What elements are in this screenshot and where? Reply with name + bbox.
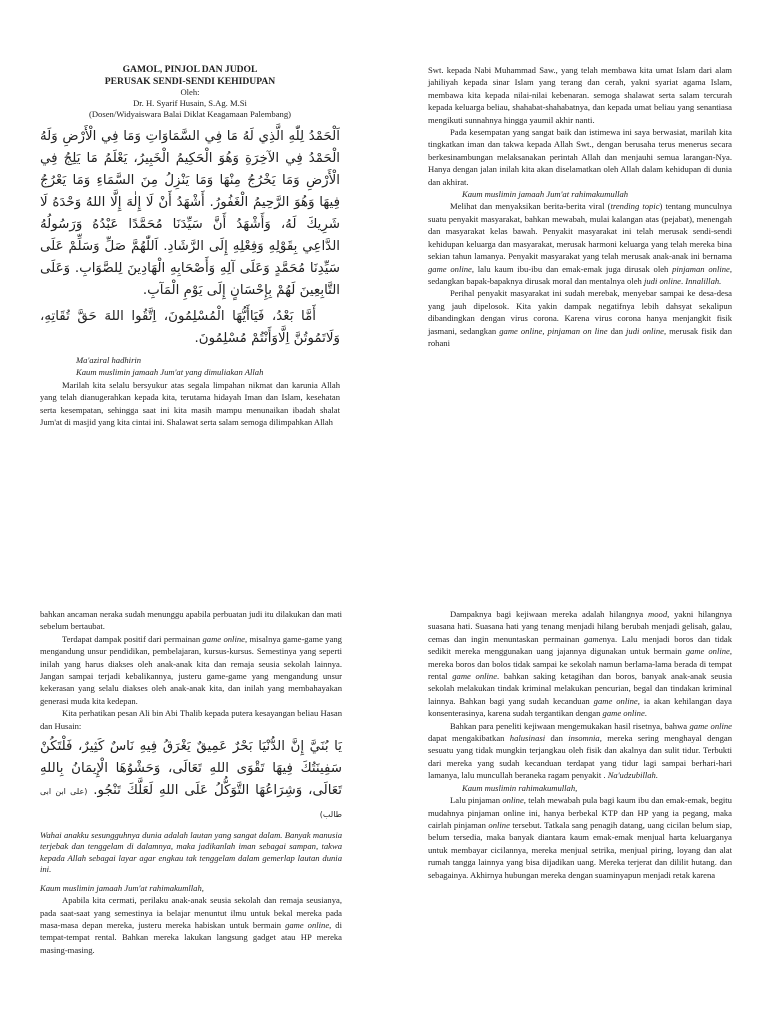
paragraph-berita-viral: Melihat dan menyaksikan berita-berita viral (trending topic) tentang munculnya suatu penyakit masyarakat, bahkan mewabah, mulai kalangan atas (pejabat), menengah dan masyarakat kelas bawah. Penyakit masyarakat ini telah merusak sendi-sendi kehidupan keluarga dan masyarakat, merusak harmoni keluarga yang telah mereka bina sekian tahun lamanya. Penyakit masyarakat yang telah merusak anak-anak ini bernama game online, lalu kaum ibu-ibu dan emak-emak juga dirusak oleh pinjaman online, sedangkan bapak-bapaknya dirusak moral dan mentalnya oleh judi online. Innalillah. (428, 201, 733, 286)
page2-right-column (428, 608, 732, 881)
heading-jamaah-rahimakumullah: Kaum muslimin jamaah Jum'at rahimakumullah (462, 189, 629, 200)
arabic-amma-badu: أَمَّا بَعْدُ، فَيَاأَيُّهَا الْمُسْلِمُونَ، اِتَّقُوا اللهَ حَقَّ تُقَاتِهِ، وَلَاتَمُوتُنَّ اِلَّاوَأَنْتُمْ مُسْلِمُونَ. (40, 309, 340, 346)
quote-translation: Wahai anakku sesungguhnya dunia adalah lautan yang sangat dalam. Banyak manusia terjebak dan tenggelam di dalamnya, maka jadikanlah iman sebagai sampan, takwa kepada Allah sebagai layar agar engkau tak tenggelam dalam gemerlap lautan dunia ini. (40, 830, 342, 875)
arabic-opening-prayer: اَلْحَمْدُ لِلّٰهِ الَّذِي لَهُ مَا فِي السَّمَاوَاتِ وَمَا فِي الْأَرْضِ وَلَهُ الْحَمْدُ فِي الآخِرَةِ وَهُوَ الْحَكِيمُ الْخَبِيرُ، يَعْلَمُ مَا يَلِجُ فِي الْأَرْضِ وَمَا يَخْرُجُ مِنْهَا وَمَا يَنْزِلُ مِنَ السَّمَاءِ وَمَا يَعْرُجُ فِيهَا وَهُوَ الرَّحِيمُ الْغَفُورُ. أَشْهَدُ أَنْ لَا إِلٰهَ إِلَّا اللهُ وَحْدَهُ لَا شَرِيكَ لَهُ، وَأَشْهَدُ أَنَّ سَيِّدَنَا مُحَمَّدًا عَبْدُهُ وَرَسُولُهُ الدَّاعِي بِقَوْلِهِ وَفِعْلِهِ إِلَى الرَّشَادِ. اَللّٰهُمَّ صَلِّ وَسَلِّمْ عَلَى سَيِّدِنَا مُحَمَّدٍ وَعَلَى آلِهِ وَأَصْحَابِهِ الْهَادِينَ لِلصَّوَابِ. وَعَلَى التَّابِعِينَ لَهُمْ بِإِحْسَانٍ إِلَى يَوْمِ الْمَآبِ. (40, 129, 340, 298)
paragraph-cermati-perilaku: Apabila kita cermati, perilaku anak-anak seusia sekolah dan remaja seusianya, pada saat-saat yang semestinya ia belajar menuntut ilmu untuk bekal mereka pada masa-masa depan mereka, justeru mereka habiskan untuk bermain game online, di tempat-tempat rental. Bahkan mereka lakukan langsung gadget atau HP mereka masing-masing. (40, 895, 342, 955)
page1-right-column (428, 64, 732, 349)
paragraph-dampak-positif: Terdapat dampak positif dari permainan game online, misalnya game-game yang mengandung unsur pendidikan, pembelajaran, kursus-kursus. Semestinya yang seperti inilah yang harus diakses oleh anak-anak kita dan remaja seusia sekolah lainnya. Jangan sampai terjadi kebalikannya, justeru game-game yang mengandung unsur kekerasan yang selalu diakses oleh anak-anak kita, dan inilah yang membahayakan generasi muda kita kedepan. (40, 633, 342, 706)
greeting-hadirin: Ma'aziral hadhirin (76, 355, 142, 365)
paragraph-penyakit-merebak: Perihal penyakit masyarakat ini sudah merebak, menyebar sampai ke desa-desa yang jauh dipelosok. Kita yakin dampak negatifnya lebih dahsyat sekalipun dibandingkan dengan virus corona. Karena virus corona hanya menjangkit fisik jasmani, sedangkan game online, pinjaman on line dan judi online, merusak fisik dan rohani (428, 288, 732, 348)
paragraph-ancaman-neraka: bahkan ancaman neraka sudah menunggu apabila perbuatan judi itu dilakukan dan mati sebelum bertaubat. (40, 609, 342, 632)
paragraph-shalawat: Swt. kepada Nabi Muhammad Saw., yang telah membawa kita umat Islam dari alam jahiliyah kepada sinar Islam yang terang dan cerah, yakni syariat agama Islam, membawa kita kepada nilai-nilai kebenaran. semoga shalawat serta salam tercurah kepada keluarga beliau, shahabat-shahabatnya, dan kepada umat beliau yang senantiasa mengikuti sunnahnya hingga yaumil akhir nanti. (428, 65, 732, 125)
paragraph-dampak-kejiwaan: Dampaknya bagi kejiwaan mereka adalah hilangnya mood, yakni hilangnya suasana hati. Suasana hati yang tenang menjadi hilang berubah menjadi gelisah, galau, cemas dan ingin menuntaskan permainan gamenya. Lalu menjadi boros dan tidak sedikit mereka menggunakan uang jajannya digunakan untuk bermain game online, mereka boros dan bolos tidak sampai ke sekolah namun berlama-lama berada di tempat rental game online. bahkan saking ketagihan dan boros, banyak anak-anak seusia sekolah melakukan tindak kriminal melakukan pencurian, begal dan tindakan kriminal lainnya. Bahkan bagi yang sudah kecanduan game online, ia akan kehilangan daya konsenterasinya, karena sudah tergantikan dengan game online. (428, 609, 733, 719)
author-affiliation: (Dosen/Widyaiswara Balai Diklat Keagamaan Palembang) (88, 109, 291, 119)
page2-left-column (40, 608, 342, 956)
author-name: Dr. H. Syarif Husain, S.Ag. M.Si (133, 98, 247, 108)
arabic-quote-source: (على ابن ابى طالب) (40, 787, 342, 820)
article-title-line1: GAMOL, PINJOL DAN JUDOL (122, 64, 258, 75)
paragraph-peneliti-kejiwaan: Bahkan para peneliti kejiwaan mengemukakan hasil risetnya, bahwa game online dapat mengakibatkan halusinasi dan insomnia, mereka sering menghayal dengan sesuatu yang tidak mungkin terjangkau oleh fisik dan akalnya dan sulit tidur. Terbukti dari mereka yang sudah kecanduan terdapat yang tidur lagi sampai berhari-hari lamanya, lalu muncullah beraneka ragam penyakit . Na'udzubillah. (428, 720, 733, 781)
heading-muslimin-rahimakumullah: Kaum muslimin rahimakumullah, (462, 782, 578, 793)
paragraph-wasiat: Pada kesempatan yang sangat baik dan istimewa ini saya berwasiat, marilah kita tingkatkan iman dan takwa kepada Allah Swt., dengan berusaha terus menerus secara berkesinambungan melaksanakan perintah Allah dan menjauhi semua larangan-Nya. Hanya dengan jalan inilah kita akan diselamatkan oleh Allah dalam kehidupan di dunia dan akhirat. (428, 127, 732, 187)
greeting-jamaah: Kaum muslimin jamaah Jum'at yang dimuliakan Allah (76, 367, 264, 378)
heading-jamaah-rahimakumllah: Kaum muslimin jamaah Jum'at rahimakumllah, (40, 882, 204, 893)
oleh-label: Oleh: (180, 87, 200, 97)
article-title-line2: PERUSAK SENDI-SENDI KEHIDUPAN (104, 75, 276, 87)
arabic-quote-ali: يَا بُنَيَّ إِنَّ الدُّنْيَا بَحْرٌ عَمِيقٌ يَغْرَقُ فِيهِ نَاسٌ كَثِيرٌ، فَلْتَكُنْ سَفِينَتُكَ فِيهَا تَقْوَى اللهِ تَعَالَى، وَحَشْوُهَا الْإِيمَانُ بِاللهِ تَعَالَى، وَشِرَاعُهَا التَّوَكُّلُ عَلَى اللهِ لَعَلَّكَ تَنْجُو. (على ابن ابى طالب) (40, 739, 342, 820)
page1-left-column (40, 64, 340, 428)
paragraph-syukur: Marilah kita selalu bersyukur atas segala limpahan nikmat dan karunia Allah yang telah dianugerahkan kepada kita, terutama hidayah Iman dan Islam, kesehatan serta kesempatan, sehingga saat ini kita masih mampu menunaikan ibadah shalat Jum'at di masjid yang kita cintai ini. Shalawat serta salam semoga dilimpahkan Allah (40, 379, 340, 428)
paragraph-pesan-ali: Kita perhatikan pesan Ali bin Abi Thalib kepada putera kesayangan beliau Hasan dan Husain: (40, 708, 342, 731)
paragraph-pinjaman-online: Lalu pinjaman online, telah mewabah pula bagi kaum ibu dan emak-emak, begitu mudahnya pinjaman online ini, hanya berbekal KTP dan HP yang ia pegang, maka cairlah pinjaman online tersebut. Tatkala sang penagih datang, uang cicilan belum siap, belum tersedia, maka banyak diantara kaum emak-emak menjual harta keluarganya untuk membayar cicilannya, mereka menjual setrika, menjual piring, loyang dan alat rumah tangga lainnya yang bisa dijadikan uang. Mereka terjerat dan dililit hutang. dan sebagainya. Akhirnya hubungan mereka dengan suaminyapun menjadi retak karena (428, 795, 733, 880)
